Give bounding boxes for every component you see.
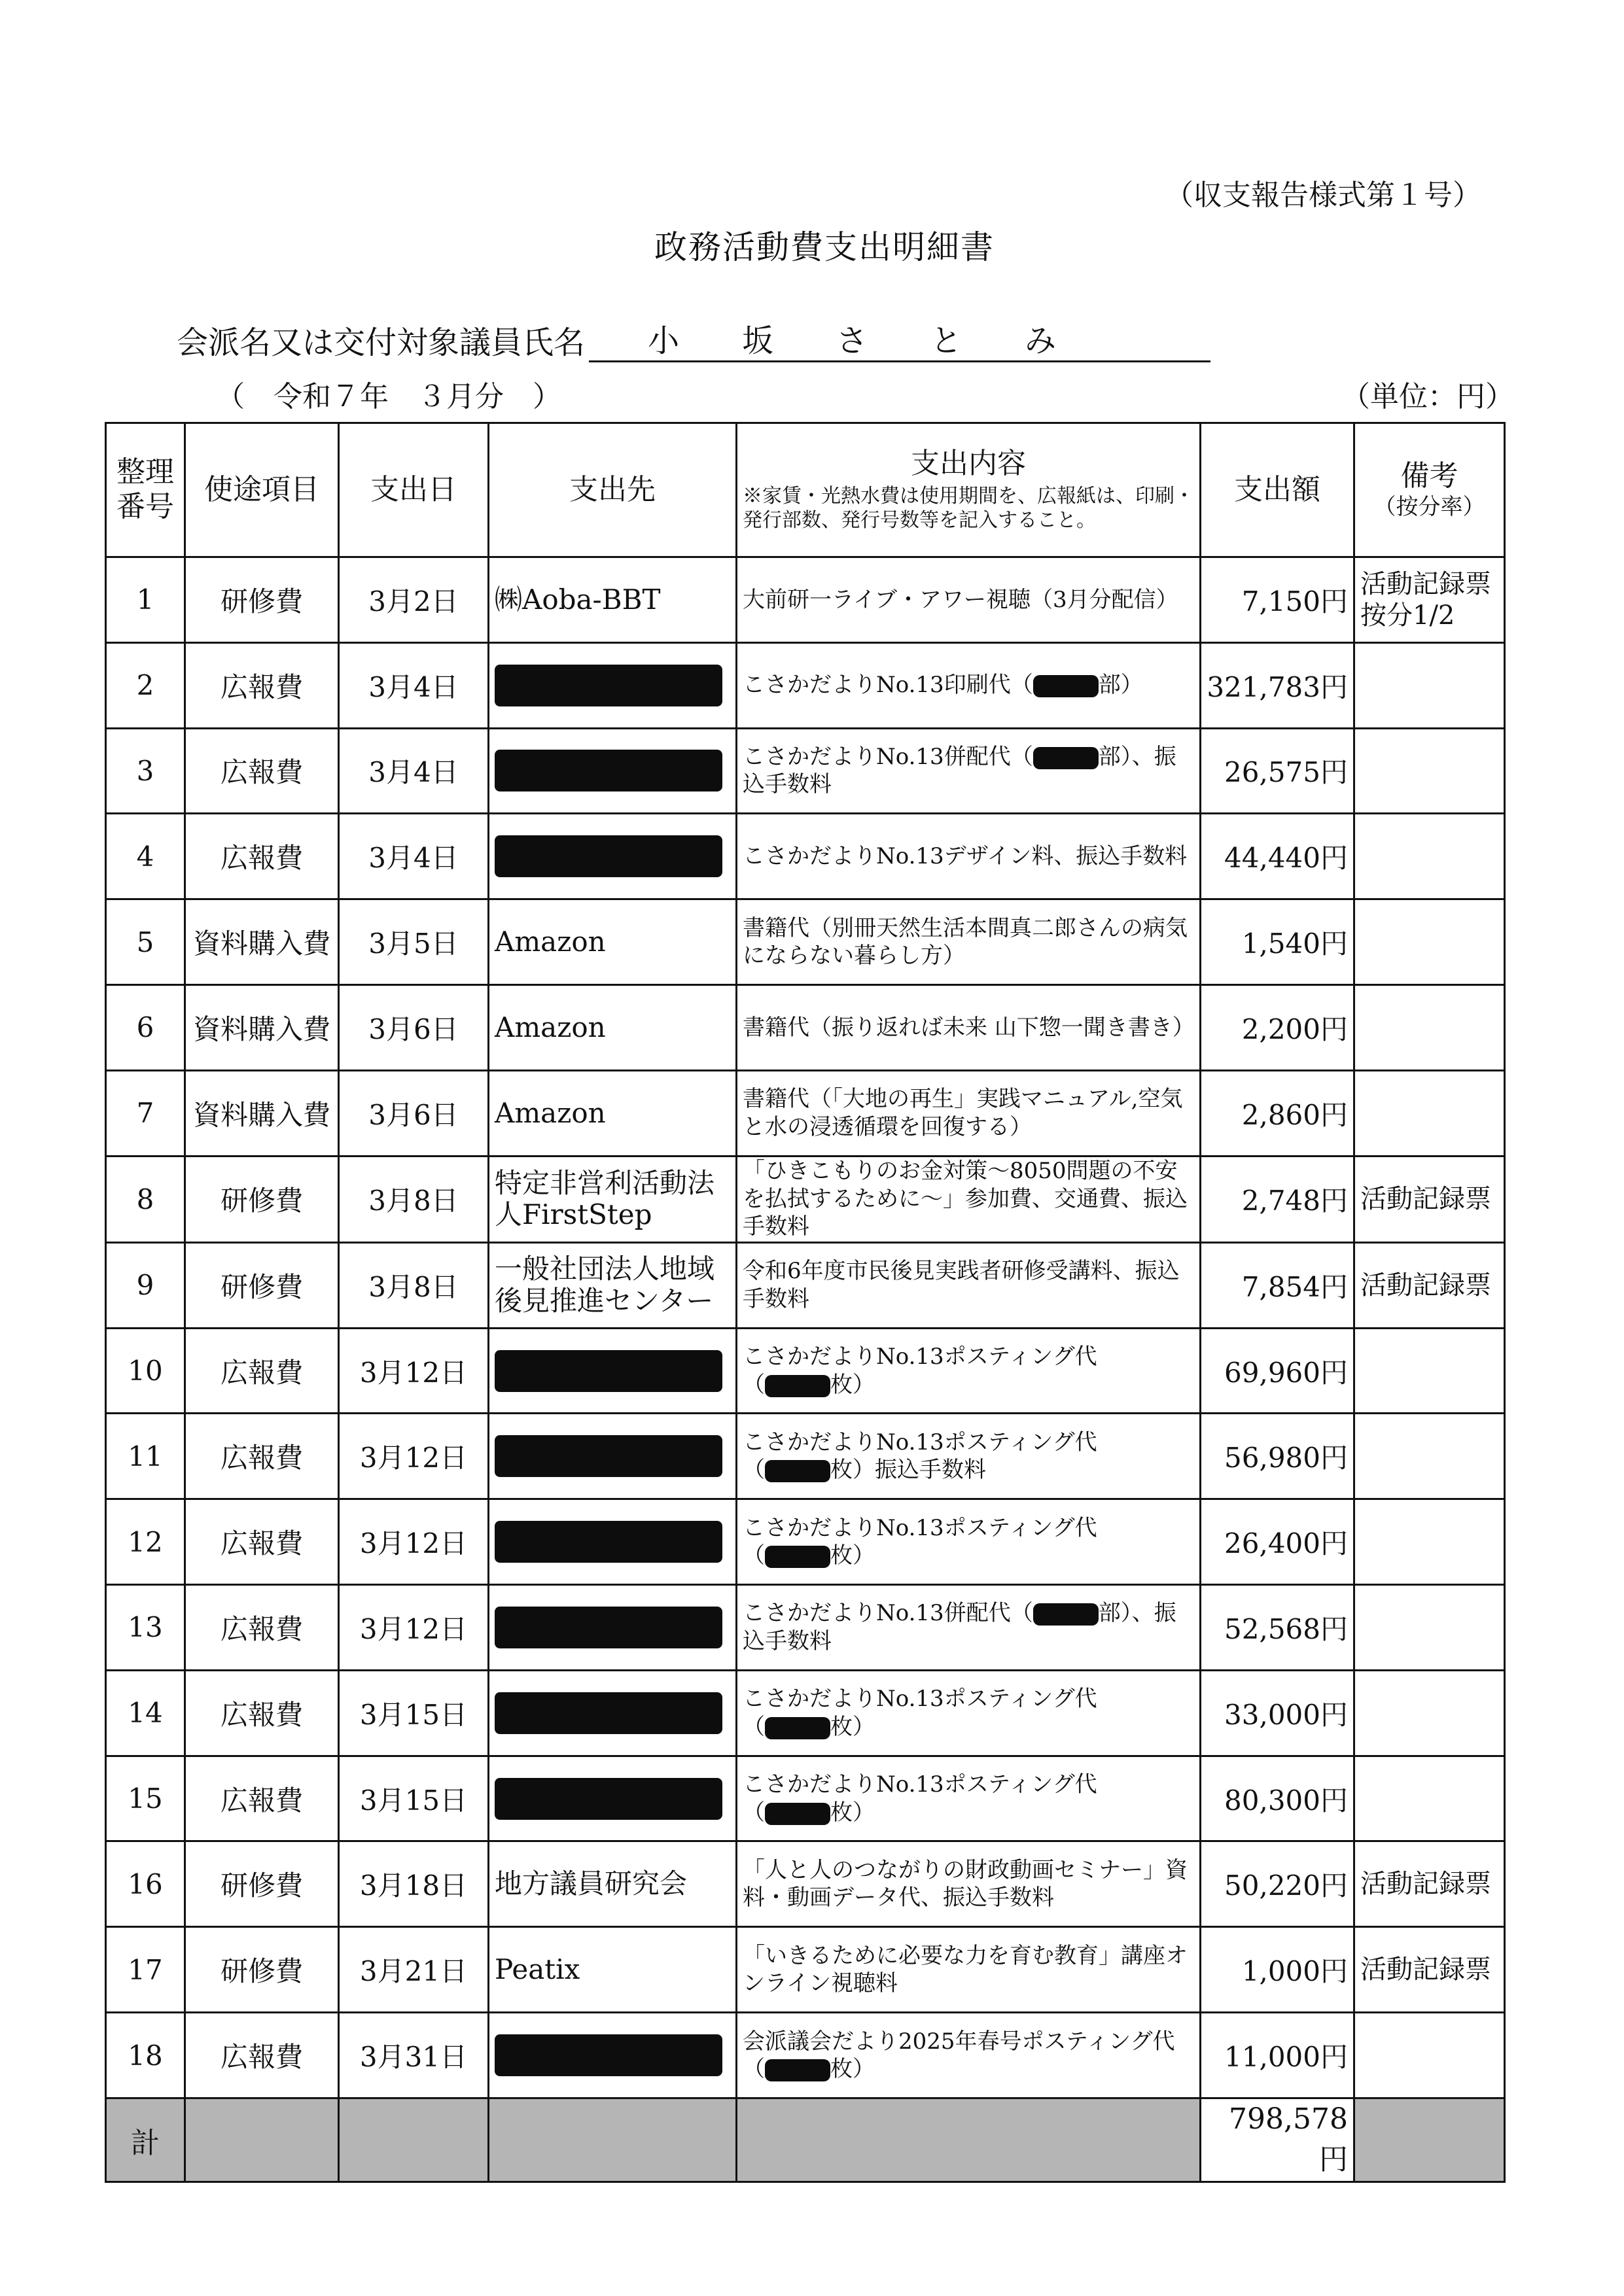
row-no: 17 xyxy=(106,1927,185,2013)
row-remark xyxy=(1354,2013,1505,2098)
row-category: 研修費 xyxy=(185,557,339,643)
row-detail: 書籍代（別冊天然生活本間真二郎さんの病気にならない暮らし方） xyxy=(737,899,1201,985)
row-date: 3月12日 xyxy=(339,1585,489,1671)
row-amount: 1,540円 xyxy=(1201,899,1354,985)
row-payee: Amazon xyxy=(489,899,737,985)
redaction-block xyxy=(495,1435,722,1477)
detail-text-post: 枚） xyxy=(830,1713,875,1740)
row-category: 資料購入費 xyxy=(185,1070,339,1156)
redaction-block xyxy=(765,1803,830,1825)
redaction-block xyxy=(495,1778,722,1820)
row-no: 8 xyxy=(106,1156,185,1242)
table-row xyxy=(106,1156,1505,1242)
detail-text-post: 枚） xyxy=(830,1799,875,1826)
table-row xyxy=(106,1414,1505,1499)
row-date: 3月6日 xyxy=(339,984,489,1070)
page-title: 政務活動費支出明細書 xyxy=(654,228,995,266)
row-payee: 地方議員研究会 xyxy=(489,1841,737,1927)
row-amount: 2,860円 xyxy=(1201,1070,1354,1156)
detail-text-post: 部）、振込手数料 xyxy=(743,1600,1176,1654)
row-date: 3月8日 xyxy=(339,1242,489,1328)
row-remark xyxy=(1354,1070,1505,1156)
row-payee xyxy=(489,814,737,899)
redaction-block xyxy=(495,665,722,706)
row-no: 5 xyxy=(106,899,185,985)
row-no: 12 xyxy=(106,1499,185,1585)
row-category: 広報費 xyxy=(185,1328,339,1414)
row-category: 広報費 xyxy=(185,1756,339,1841)
row-amount: 56,980円 xyxy=(1201,1414,1354,1499)
redaction-block xyxy=(495,1692,722,1734)
row-no: 7 xyxy=(106,1070,185,1156)
unit-label: （単位：円） xyxy=(1341,380,1514,413)
row-date: 3月18日 xyxy=(339,1841,489,1927)
col-header-detail xyxy=(737,423,1201,557)
redaction-block xyxy=(495,1521,722,1563)
col-header-remark xyxy=(1354,423,1505,557)
row-date: 3月4日 xyxy=(339,814,489,899)
table-row xyxy=(106,728,1505,814)
col-header-amount: 支出額 xyxy=(1201,423,1354,557)
row-detail: 令和6年度市民後見実践者研修受講料、振込手数料 xyxy=(737,1242,1201,1328)
remark-header-sub: （按分率） xyxy=(1373,494,1485,520)
table-row xyxy=(106,1242,1505,1328)
total-empty-remark xyxy=(1354,2098,1505,2182)
row-detail xyxy=(737,1756,1201,1841)
detail-text-pre: こさかだよりNo.13ポスティング代 （ xyxy=(743,1344,1097,1398)
redaction-block xyxy=(495,1607,722,1648)
detail-text-pre: こさかだよりNo.13併配代（ xyxy=(743,743,1033,770)
row-category: 研修費 xyxy=(185,1242,339,1328)
row-remark: 活動記録票 xyxy=(1354,1927,1505,2013)
row-remark xyxy=(1354,814,1505,899)
detail-text-pre: こさかだよりNo.13印刷代（ xyxy=(743,672,1033,699)
table-row xyxy=(106,557,1505,643)
detail-text-post: 枚）振込手数料 xyxy=(830,1457,986,1484)
row-date: 3月12日 xyxy=(339,1414,489,1499)
report-period: （ 令和７年 ３月分 ） xyxy=(216,380,561,413)
table-header-row xyxy=(106,423,1505,557)
table-row xyxy=(106,2013,1505,2098)
row-payee: 一般社団法人地域後見推進センター xyxy=(489,1242,737,1328)
col-header-no: 整理番号 xyxy=(106,423,185,557)
row-remark: 活動記録票 xyxy=(1354,1841,1505,1927)
row-amount: 44,440円 xyxy=(1201,814,1354,899)
row-payee: Peatix xyxy=(489,1927,737,2013)
redaction-block xyxy=(765,2059,830,2081)
row-category: 広報費 xyxy=(185,2013,339,2098)
table-row xyxy=(106,1756,1505,1841)
row-detail xyxy=(737,642,1201,728)
redaction-block xyxy=(1033,675,1099,697)
row-date: 3月15日 xyxy=(339,1756,489,1841)
row-remark xyxy=(1354,1585,1505,1671)
row-payee xyxy=(489,1756,737,1841)
row-detail: こさかだよりNo.13デザイン料、振込手数料 xyxy=(737,814,1201,899)
total-row xyxy=(106,2098,1505,2182)
redaction-block xyxy=(495,835,722,877)
row-category: 広報費 xyxy=(185,1585,339,1671)
row-detail xyxy=(737,1499,1201,1585)
total-label: 計 xyxy=(106,2098,185,2182)
total-empty-payee xyxy=(489,2098,737,2182)
row-amount: 1,000円 xyxy=(1201,1927,1354,2013)
row-detail xyxy=(737,2013,1201,2098)
row-detail xyxy=(737,1414,1201,1499)
detail-text-pre: こさかだよりNo.13ポスティング代 （ xyxy=(743,1686,1097,1740)
row-no: 1 xyxy=(106,557,185,643)
total-empty-detail xyxy=(737,2098,1201,2182)
row-remark xyxy=(1354,1756,1505,1841)
table-row xyxy=(106,814,1505,899)
row-payee: ㈱Aoba-BBT xyxy=(489,557,737,643)
row-remark xyxy=(1354,642,1505,728)
member-label: 会派名又は交付対象議員氏名 xyxy=(177,324,586,361)
detail-text-pre: こさかだよりNo.13ポスティング代 （ xyxy=(743,1429,1097,1484)
row-amount: 11,000円 xyxy=(1201,2013,1354,2098)
row-detail xyxy=(737,1585,1201,1671)
redaction-block xyxy=(765,1546,830,1568)
table-row xyxy=(106,1841,1505,1927)
row-detail xyxy=(737,728,1201,814)
row-detail: 「ひきこもりのお金対策～8050問題の不安を払拭するために～」参加費、交通費、振込手数料 xyxy=(737,1156,1201,1242)
detail-header-label: 支出内容 xyxy=(911,447,1026,481)
row-no: 15 xyxy=(106,1756,185,1841)
row-date: 3月6日 xyxy=(339,1070,489,1156)
row-no: 4 xyxy=(106,814,185,899)
row-category: 研修費 xyxy=(185,1927,339,2013)
redaction-block xyxy=(495,1350,722,1392)
detail-text-post: 枚） xyxy=(830,2056,875,2083)
row-payee: 特定非営利活動法人FirstStep xyxy=(489,1156,737,1242)
detail-text-post: 枚） xyxy=(830,1542,875,1569)
row-remark: 活動記録票 xyxy=(1354,1156,1505,1242)
row-amount: 7,150円 xyxy=(1201,557,1354,643)
row-payee: Amazon xyxy=(489,984,737,1070)
row-payee xyxy=(489,1670,737,1756)
row-remark xyxy=(1354,1414,1505,1499)
row-detail: 書籍代（「大地の再生」実践マニュアル,空気と水の浸透循環を回復する） xyxy=(737,1070,1201,1156)
row-amount: 7,854円 xyxy=(1201,1242,1354,1328)
detail-text-post: 枚） xyxy=(830,1371,875,1398)
row-payee xyxy=(489,728,737,814)
table-row xyxy=(106,899,1505,985)
table-row xyxy=(106,1328,1505,1414)
row-amount: 26,400円 xyxy=(1201,1499,1354,1585)
redaction-block xyxy=(765,1460,830,1482)
row-amount: 50,220円 xyxy=(1201,1841,1354,1927)
row-no: 13 xyxy=(106,1585,185,1671)
row-detail: 「いきるために必要な力を育む教育」講座オンライン視聴料 xyxy=(737,1927,1201,2013)
table-row xyxy=(106,1670,1505,1756)
redaction-block xyxy=(1033,1603,1099,1626)
row-category: 広報費 xyxy=(185,728,339,814)
row-date: 3月21日 xyxy=(339,1927,489,2013)
row-remark xyxy=(1354,1670,1505,1756)
row-date: 3月31日 xyxy=(339,2013,489,2098)
row-category: 広報費 xyxy=(185,1670,339,1756)
row-amount: 80,300円 xyxy=(1201,1756,1354,1841)
row-category: 広報費 xyxy=(185,814,339,899)
detail-text-pre: こさかだよりNo.13ポスティング代 （ xyxy=(743,1771,1097,1826)
row-date: 3月12日 xyxy=(339,1328,489,1414)
row-detail: 大前研一ライブ・アワー視聴（3月分配信） xyxy=(737,557,1201,643)
redaction-block xyxy=(495,2034,722,2076)
total-empty-date xyxy=(339,2098,489,2182)
row-remark xyxy=(1354,728,1505,814)
row-no: 16 xyxy=(106,1841,185,1927)
detail-header-note: ※家賃・光熱水費は使用期間を、広報紙は、印刷・発行部数、発行号数等を記入すること。 xyxy=(743,484,1194,532)
redaction-block xyxy=(765,1717,830,1739)
row-detail xyxy=(737,1328,1201,1414)
row-amount: 26,575円 xyxy=(1201,728,1354,814)
row-remark: 活動記録票 xyxy=(1354,1242,1505,1328)
col-header-date: 支出日 xyxy=(339,423,489,557)
row-no: 18 xyxy=(106,2013,185,2098)
remark-header-label: 備考 xyxy=(1400,459,1458,493)
row-category: 研修費 xyxy=(185,1841,339,1927)
row-payee: Amazon xyxy=(489,1070,737,1156)
row-no: 3 xyxy=(106,728,185,814)
row-amount: 33,000円 xyxy=(1201,1670,1354,1756)
table-row xyxy=(106,1585,1505,1671)
row-date: 3月4日 xyxy=(339,642,489,728)
col-header-payee: 支出先 xyxy=(489,423,737,557)
row-date: 3月5日 xyxy=(339,899,489,985)
row-amount: 69,960円 xyxy=(1201,1328,1354,1414)
row-detail xyxy=(737,1670,1201,1756)
col-header-category: 使途項目 xyxy=(185,423,339,557)
row-date: 3月4日 xyxy=(339,728,489,814)
member-line xyxy=(177,315,1210,362)
redaction-block xyxy=(1033,747,1099,769)
detail-text-pre: こさかだよりNo.13併配代（ xyxy=(743,1600,1033,1627)
table-row xyxy=(106,1499,1505,1585)
row-amount: 52,568円 xyxy=(1201,1585,1354,1671)
row-payee xyxy=(489,2013,737,2098)
row-amount: 321,783円 xyxy=(1201,642,1354,728)
expense-table xyxy=(105,422,1506,2183)
detail-text-pre: 会派議会だより2025年春号ポスティング代（ xyxy=(743,2028,1175,2083)
table-row xyxy=(106,984,1505,1070)
row-remark: 活動記録票 按分1/2 xyxy=(1354,557,1505,643)
row-remark xyxy=(1354,1328,1505,1414)
row-category: 広報費 xyxy=(185,1414,339,1499)
row-amount: 2,200円 xyxy=(1201,984,1354,1070)
row-no: 9 xyxy=(106,1242,185,1328)
row-no: 10 xyxy=(106,1328,185,1414)
redaction-block xyxy=(765,1375,830,1397)
row-date: 3月12日 xyxy=(339,1499,489,1585)
row-no: 6 xyxy=(106,984,185,1070)
row-category: 広報費 xyxy=(185,642,339,728)
row-payee xyxy=(489,1499,737,1585)
row-category: 資料購入費 xyxy=(185,984,339,1070)
total-amount: 798,578円 xyxy=(1201,2098,1354,2182)
row-remark xyxy=(1354,1499,1505,1585)
row-date: 3月15日 xyxy=(339,1670,489,1756)
row-remark xyxy=(1354,984,1505,1070)
detail-text-post: 部） xyxy=(1098,672,1143,699)
redaction-block xyxy=(495,750,722,791)
detail-text-post: 部）、振込手数料 xyxy=(743,743,1176,798)
row-remark xyxy=(1354,899,1505,985)
table-row xyxy=(106,1070,1505,1156)
row-no: 14 xyxy=(106,1670,185,1756)
detail-text-pre: こさかだよりNo.13ポスティング代 （ xyxy=(743,1514,1097,1569)
row-detail: 「人と人のつながりの財政動画セミナー」資料・動画データ代、振込手数料 xyxy=(737,1841,1201,1927)
table-row xyxy=(106,642,1505,728)
row-no: 11 xyxy=(106,1414,185,1499)
row-detail: 書籍代（振り返れば未来 山下惣一聞き書き） xyxy=(737,984,1201,1070)
row-category: 広報費 xyxy=(185,1499,339,1585)
form-number: （収支報告様式第１号） xyxy=(1165,179,1481,212)
row-date: 3月8日 xyxy=(339,1156,489,1242)
row-category: 研修費 xyxy=(185,1156,339,1242)
row-amount: 2,748円 xyxy=(1201,1156,1354,1242)
row-category: 資料購入費 xyxy=(185,899,339,985)
row-payee xyxy=(489,1414,737,1499)
row-payee xyxy=(489,642,737,728)
row-date: 3月2日 xyxy=(339,557,489,643)
row-payee xyxy=(489,1328,737,1414)
total-empty-category xyxy=(185,2098,339,2182)
member-name: 小坂さとみ xyxy=(589,315,1210,362)
table-row xyxy=(106,1927,1505,2013)
row-no: 2 xyxy=(106,642,185,728)
row-payee xyxy=(489,1585,737,1671)
